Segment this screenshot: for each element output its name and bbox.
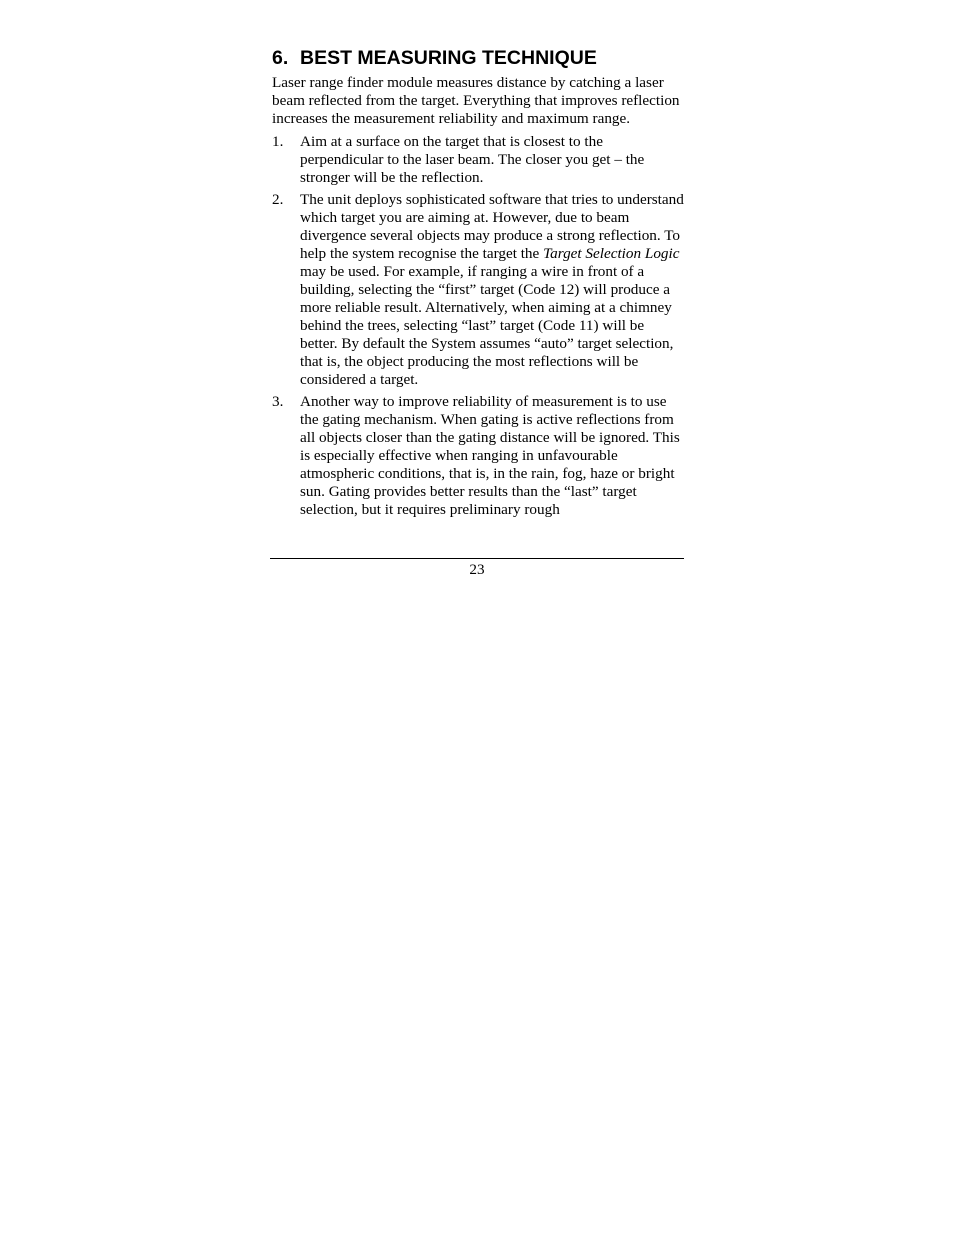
intro-paragraph: Laser range finder module measures distance by catching a laser beam reflected from the target. Everything that improves reflection increases the measurement reliability and maximum range. (272, 74, 680, 127)
list-item-text: The unit deploys sophisticated software that tries to understand which target you are aiming at. However, due to beam divergence several objects may produce a strong reflection. To help the system recognise the target the (300, 191, 684, 262)
list-item-text: Aim at a surface on the target that is closest to the perpendicular to the laser beam. The closer you get – the stronger will be the reflection. (300, 133, 645, 186)
technique-list (272, 133, 684, 519)
page-number: 23 (469, 561, 485, 578)
list-item (272, 393, 684, 519)
list-item-text: Another way to improve reliability of measurement is to use the gating mechanism. When gating is active reflections from all objects closer than the gating distance will be ignored. This is especially effective when ranging in unfavourable atmospheric conditions, that is, in the rain, fog, haze or bright sun. Gating provides better results than the “last” target selection, but it requires preliminary rough (300, 393, 680, 518)
list-item-text: may be used. For example, if ranging a wire in front of a building, selecting the “first” target (Code 12) will produce a more reliable result. Alternatively, when aiming at a chimney behind the trees, selecting “last” target (Code 11) will be better. By default the System assumes “auto” target selection, that is, the object producing the most reflections will be considered a target. (300, 263, 674, 388)
list-item-emphasis: Target Selection Logic (543, 245, 680, 262)
footer-divider (270, 558, 684, 559)
section-heading (272, 44, 684, 72)
section-title: BEST MEASURING TECHNIQUE (300, 47, 597, 69)
list-item-number: 2. (272, 191, 284, 208)
list-item-number: 1. (272, 133, 284, 150)
list-item (272, 191, 684, 389)
document-page (272, 44, 684, 523)
list-item-number: 3. (272, 393, 284, 410)
list-item (272, 133, 684, 187)
section-number: 6. (272, 47, 289, 69)
